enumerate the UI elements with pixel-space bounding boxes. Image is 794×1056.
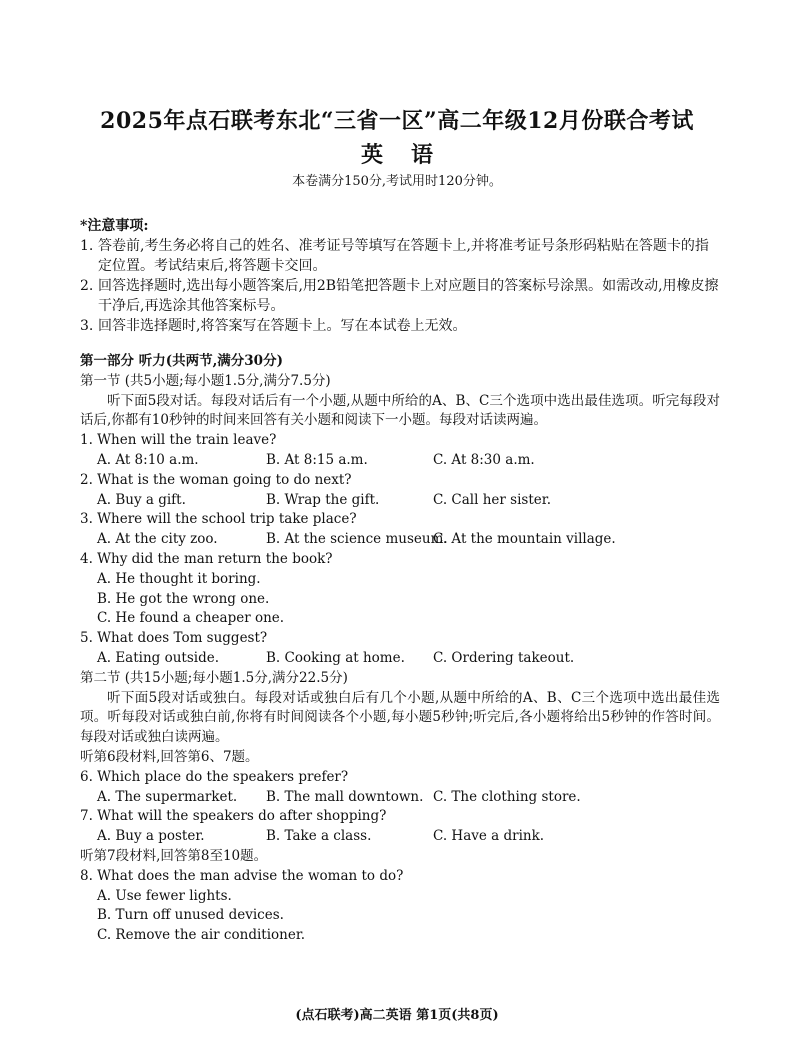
option-b: B. Wrap the gift. (266, 491, 380, 508)
option-a: A. The supermarket. (97, 788, 238, 805)
option-a: A. He thought it boring. (97, 570, 261, 587)
material-label: 听第6段材料,回答第6、7题。 (80, 748, 259, 765)
question-stem: 2. What is the woman going to do next? (80, 471, 352, 488)
section-instructions: 听下面5段对话或独白。每段对话或独白后有几个小题,从题中所给的A、B、C三个选项中选出最佳选项。听每段对话或独白前,你将有时间阅读各个小题,每小题5秒钟;听完后,各小题将给出5秒钟的作答时间。每段对话或独白读两遍。 (80, 689, 720, 746)
section-title: 第二节 (共15小题;每小题1.5分,满分22.5分) (80, 669, 348, 686)
option-c: C. Have a drink. (433, 828, 545, 845)
option-b: B. Cooking at home. (266, 649, 405, 666)
question-stem: 5. What does Tom suggest? (80, 630, 268, 647)
note-number: 1. (80, 238, 94, 254)
option-a: A. Buy a gift. (97, 491, 186, 508)
note-item (80, 236, 720, 276)
question-stem: 1. When will the train leave? (80, 432, 277, 449)
listening-part (80, 352, 720, 946)
option-c: C. The clothing store. (433, 788, 581, 805)
note-item (80, 316, 720, 336)
option-row (80, 649, 720, 669)
option-c: C. At the mountain village. (433, 531, 616, 548)
option-a: A. Buy a poster. (97, 828, 205, 845)
option-row (80, 530, 720, 550)
note-number: 2. (80, 278, 94, 294)
option-c: C. At 8:30 a.m. (433, 451, 535, 468)
question-stem: 7. What will the speakers do after shopping? (80, 808, 387, 825)
option-c: C. Call her sister. (433, 491, 552, 508)
section-title: 第一节 (共5小题;每小题1.5分,满分7.5分) (80, 372, 331, 389)
option-row (80, 827, 720, 847)
question-stem: 6. Which place do the speakers prefer? (80, 768, 349, 785)
note-text: 回答选择题时,选出每小题答案后,用2B铅笔把答题卡上对应题目的答案标号涂黑。如需改动,用橡皮擦干净后,再选涂其他答案标号。 (98, 278, 719, 314)
exam-title: 2025年点石联考东北“三省一区”高二年级12月份联合考试 (100, 108, 694, 134)
option-c: C. Remove the air conditioner. (97, 927, 306, 944)
question-stem: 8. What does the man advise the woman to do? (80, 867, 404, 884)
page-footer: (点石联考)高二英语 第1页(共8页) (295, 1008, 499, 1023)
note-text: 回答非选择题时,将答案写在答题卡上。写在本试卷上无效。 (98, 318, 467, 334)
option-a: A. At 8:10 a.m. (97, 451, 199, 468)
question-stem: 4. Why did the man return the book? (80, 550, 333, 567)
section-instructions: 听下面5段对话。每段对话后有一个小题,从题中所给的A、B、C三个选项中选出最佳选项。听完每段对话后,你都有10秒钟的时间来回答有关小题和阅读下一小题。每段对话读两遍。 (80, 392, 720, 429)
option-b: B. At the science museum. (266, 531, 448, 548)
note-number: 3. (80, 318, 94, 334)
part-title: 第一部分 听力(共两节,满分30分) (80, 353, 283, 369)
option-a: A. Eating outside. (97, 649, 220, 666)
option-a: A. Use fewer lights. (97, 887, 232, 904)
notes-title: *注意事项: (80, 218, 149, 234)
option-c: C. He found a cheaper one. (97, 610, 285, 627)
note-item (80, 276, 720, 316)
option-row (80, 491, 720, 511)
option-c: C. Ordering takeout. (433, 649, 575, 666)
note-text: 答卷前,考生务必将自己的姓名、准考证号等填写在答题卡上,并将准考证号条形码粘贴在答题卡的指定位置。考试结束后,将答题卡交回。 (98, 238, 709, 274)
option-b: B. He got the wrong one. (97, 590, 270, 607)
option-b: B. The mall downtown. (266, 788, 424, 805)
option-row (80, 788, 720, 808)
option-row (80, 451, 720, 471)
exam-meta: 本卷满分150分,考试用时120分钟。 (292, 174, 502, 189)
material-label: 听第7段材料,回答第8至10题。 (80, 847, 268, 864)
option-b: B. Turn off unused devices. (97, 907, 284, 924)
notes-section (80, 216, 720, 336)
option-b: B. At 8:15 a.m. (266, 451, 368, 468)
option-b: B. Take a class. (266, 828, 372, 845)
subject-title: 英语 (360, 142, 461, 168)
question-stem: 3. Where will the school trip take place? (80, 511, 357, 528)
option-a: A. At the city zoo. (97, 531, 218, 548)
